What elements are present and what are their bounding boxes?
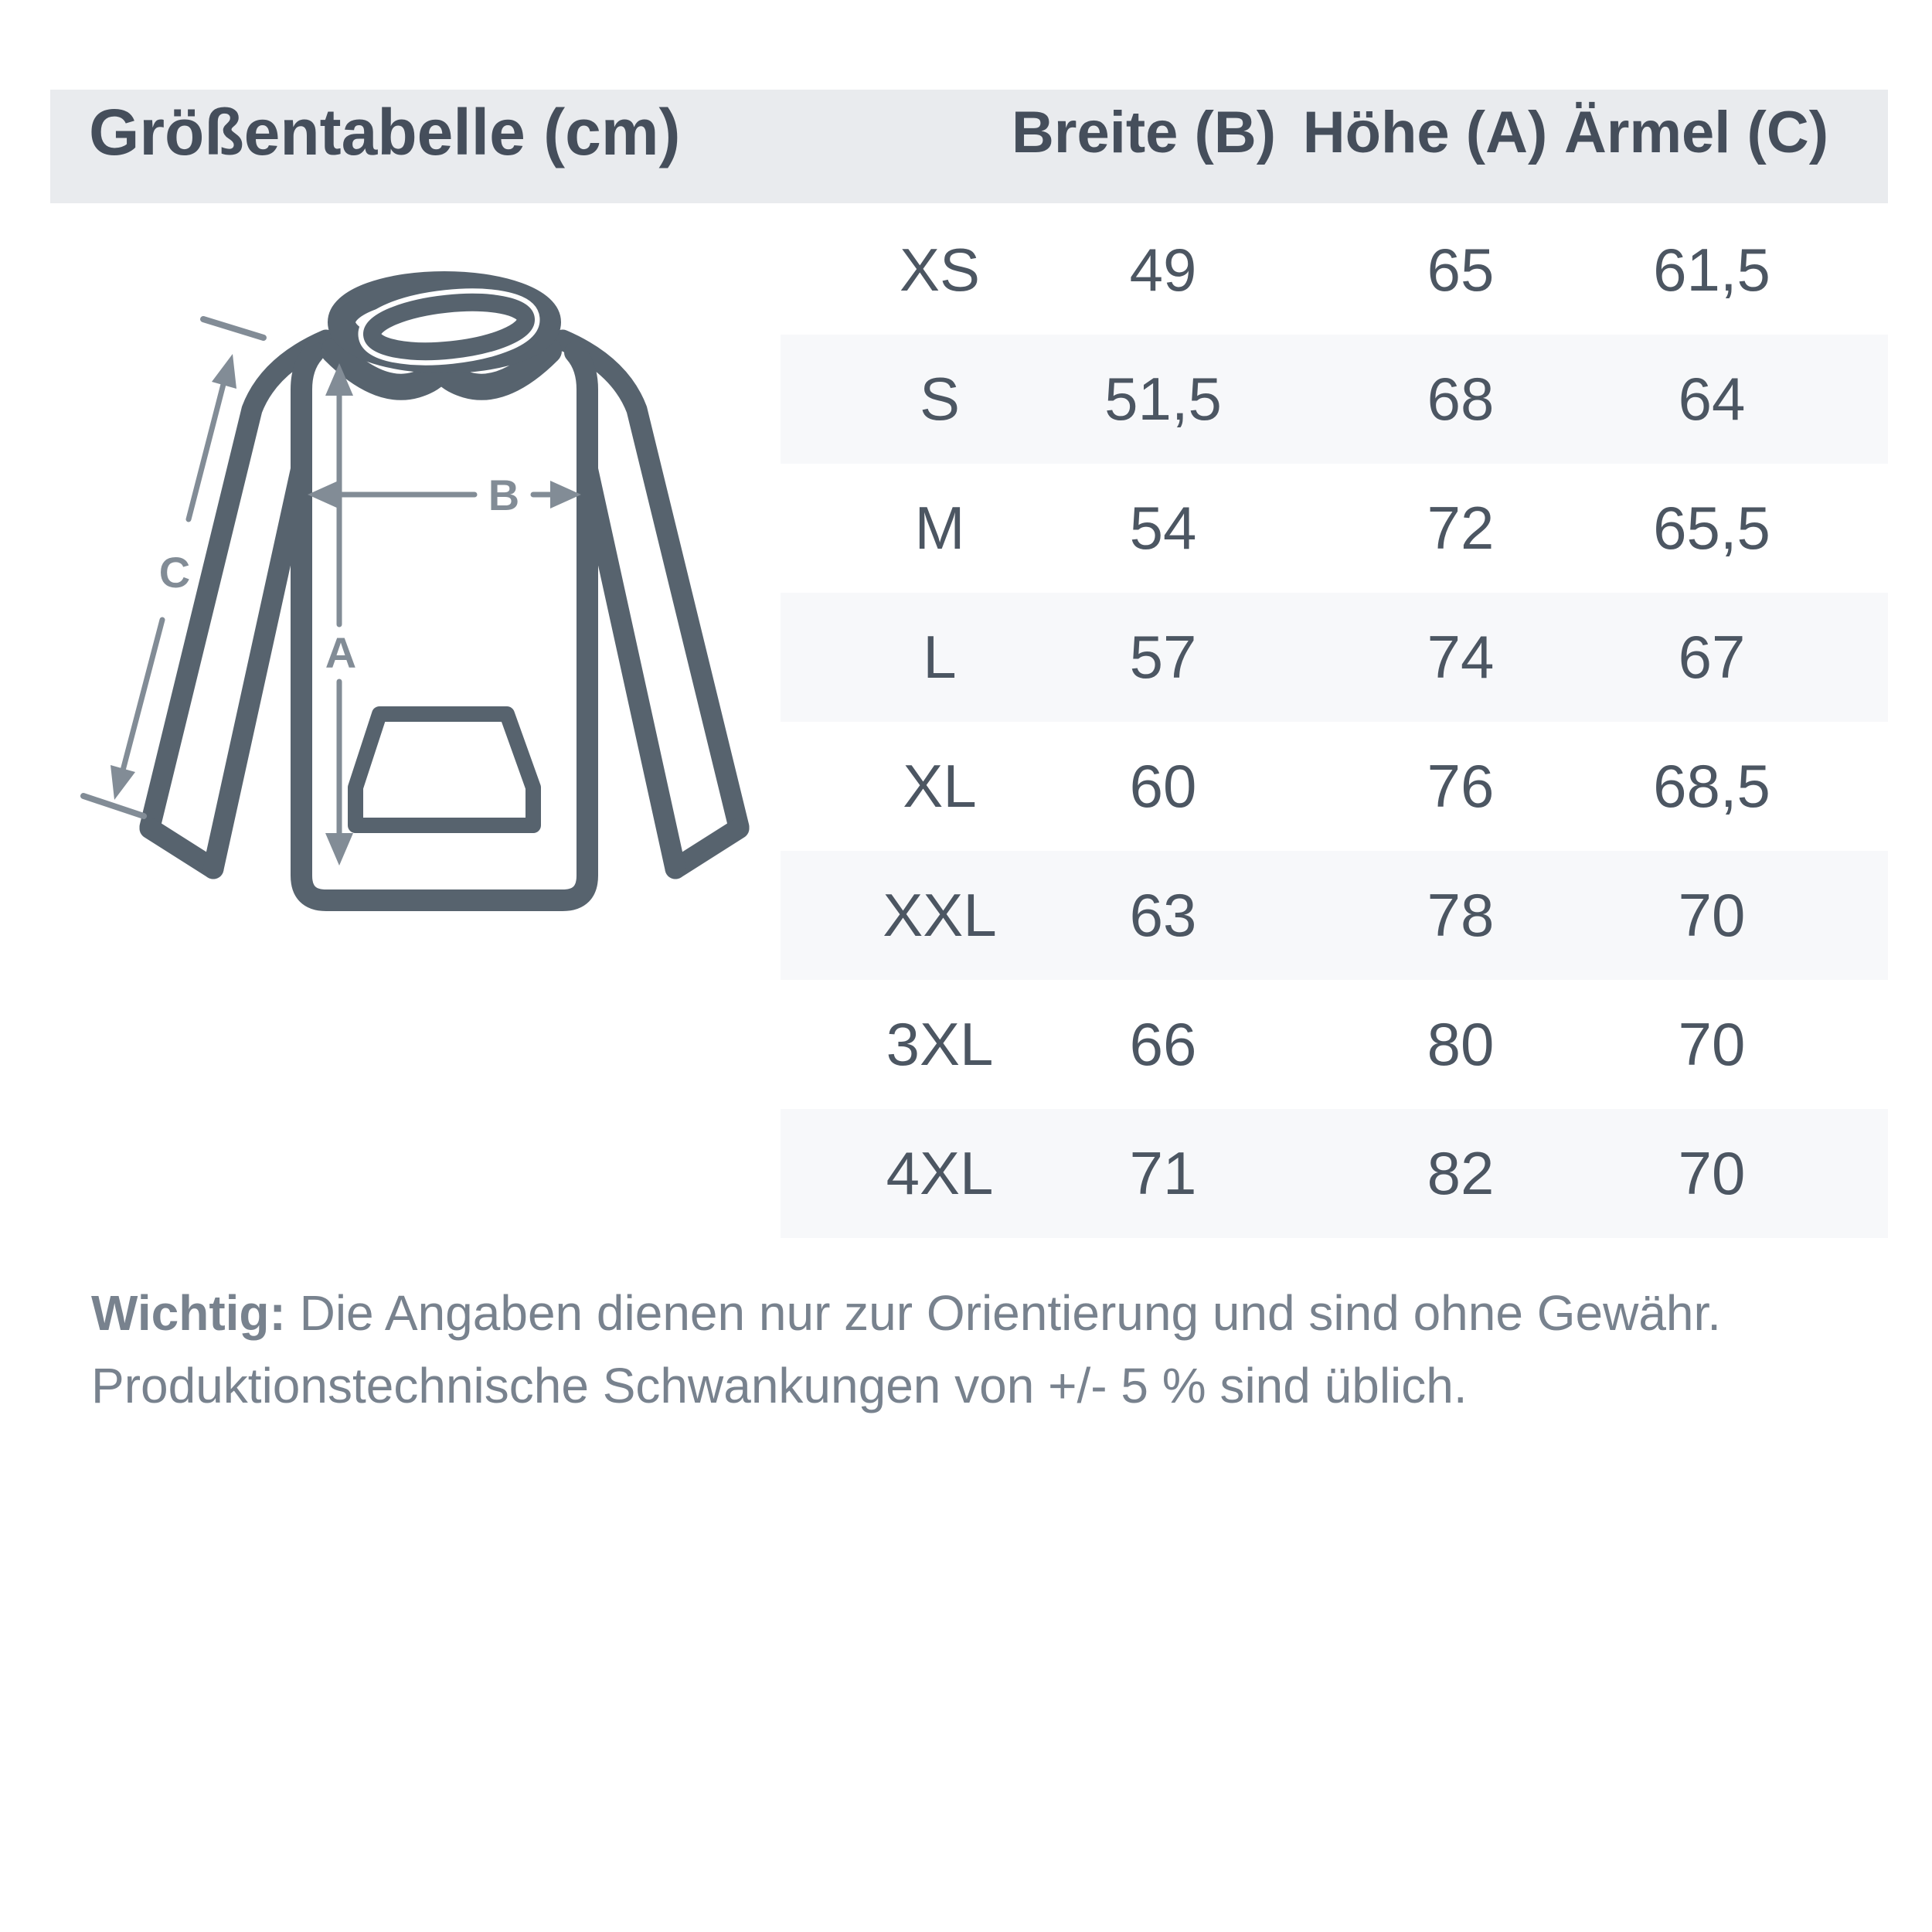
size-label: S [919,365,961,433]
table-row-l [781,593,1888,722]
breite-value: 54 [1129,494,1197,562]
hoehe-value: 74 [1427,623,1495,691]
note-line-1 [91,1277,1853,1349]
hoehe-value: 80 [1427,1010,1495,1078]
size-label: XL [903,752,977,820]
note-line-2: Produktionstechnische Schwankungen von +/- 5 % sind üblich. [91,1358,1468,1413]
hoehe-value: 82 [1427,1139,1495,1207]
breite-value: 60 [1129,752,1197,820]
size-label: XS [899,236,981,304]
size-label: L [923,623,957,691]
hoodie-sleeves [150,340,739,869]
aermel-value: 64 [1678,365,1746,433]
breite-value: 49 [1129,236,1197,304]
note-text-1: Die Angaben dienen nur zur Orientierung und sind ohne Gewähr. [299,1285,1722,1341]
arrow-c-head-down-icon [111,765,135,800]
column-header-breite: Breite (B) [1011,100,1277,165]
label-b: B [488,471,520,519]
breite-value: 63 [1129,881,1197,949]
breite-value: 66 [1129,1010,1197,1078]
aermel-value: 70 [1678,1010,1746,1078]
hoehe-value: 76 [1427,752,1495,820]
label-c: C [158,548,191,597]
table-row-xl [781,722,1888,851]
size-table [781,206,1888,1238]
size-label: 3XL [886,1010,994,1078]
hoehe-value: 68 [1427,365,1495,433]
size-label: 4XL [886,1139,994,1207]
arrow-c-line-lower [120,620,162,782]
aermel-value: 61,5 [1653,236,1770,304]
table-row-3xl [781,980,1888,1109]
arrow-c-end-tick-top [203,319,264,338]
aermel-value: 65,5 [1653,494,1770,562]
table-row-xxl [781,851,1888,980]
hoehe-value: 72 [1427,494,1495,562]
right-cuff-bar [675,828,739,869]
hoodie-measurement-diagram [46,201,819,935]
label-a: A [325,628,357,677]
page-title: Größentabelle (cm) [89,96,681,168]
measure-arrow-b [308,471,581,519]
note-label: Wichtig: [91,1285,286,1341]
arrow-c-end-tick-bottom [83,796,144,816]
table-row-m [781,464,1888,593]
hoehe-value: 65 [1427,236,1495,304]
breite-value: 71 [1129,1139,1197,1207]
kangaroo-pocket [355,714,533,825]
table-row-xs [781,206,1888,335]
arrow-c-head-up-icon [212,354,236,389]
hood [334,285,549,387]
table-row-4xl [781,1109,1888,1238]
aermel-value: 67 [1678,623,1746,691]
aermel-value: 70 [1678,881,1746,949]
breite-value: 57 [1129,623,1197,691]
arrow-a-head-down-icon [325,833,353,866]
hoehe-value: 78 [1427,881,1495,949]
table-row-s [781,335,1888,464]
important-note [91,1277,1853,1422]
left-cuff-bar [150,828,213,869]
aermel-value: 70 [1678,1139,1746,1207]
size-label: M [914,494,965,562]
column-header-aermel: Ärmel (C) [1563,100,1829,165]
column-header-hoehe: Höhe (A) [1302,100,1548,165]
breite-value: 51,5 [1104,365,1222,433]
table-header-band [50,90,1888,203]
size-label: XXL [883,881,997,949]
aermel-value: 68,5 [1653,752,1770,820]
